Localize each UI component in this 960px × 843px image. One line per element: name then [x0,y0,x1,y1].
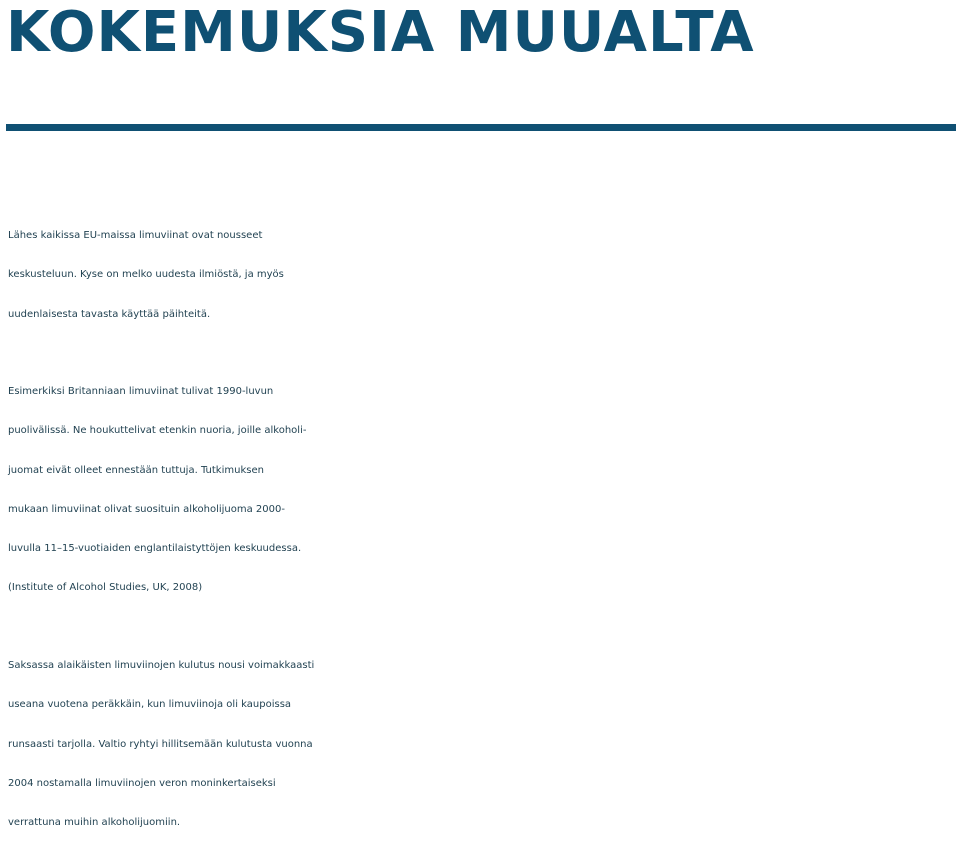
paragraph-line: runsaasti tarjolla. Valtio ryhtyi hillitsemään kulutusta vuonna [8,738,313,750]
paragraph-2 [8,372,958,608]
paragraph-3 [8,646,958,842]
paragraph-line: luvulla 11–15-vuotiaiden englantilaistyttöjen keskuudessa. [8,543,302,555]
title-divider [6,124,956,131]
paragraph-line: useana vuotena peräkkäin, kun limuviinoja oli kaupoissa [8,699,292,711]
paragraph-line: mukaan limuviinat olivat suosituin alkoholijuoma 2000- [8,503,285,515]
paragraph-line: uudenlaisesta tavasta käyttää päihteitä. [8,308,211,320]
paragraph-line: Lähes kaikissa EU-maissa limuviinat ovat nousseet [8,230,263,241]
paragraph-line: keskusteluun. Kyse on melko uudesta ilmiöstä, ja myös [8,269,284,281]
paragraph-line: juomat eivät olleet ennestään tuttuja. Tutkimuksen [8,464,264,476]
paragraph-line: Esimerkiksi Britanniaan limuviinat tulivat 1990-luvun [8,386,274,397]
paragraph-line: 2004 nostamalla limuviinojen veron moninkertaiseksi [8,777,276,789]
page-title: KOKEMUKSIA MUUALTA [6,0,755,65]
paragraph-line: puolivälissä. Ne houkuttelivat etenkin nuoria, joille alkoholi- [8,425,307,437]
paragraph-1 [8,216,958,334]
paragraph-line: verrattuna muihin alkoholijuomiin. [8,817,181,829]
paragraph-line: (Institute of Alcohol Studies, UK, 2008) [8,582,203,594]
paragraph-line: Saksassa alaikäisten limuviinojen kulutus nousi voimakkaasti [8,660,315,671]
